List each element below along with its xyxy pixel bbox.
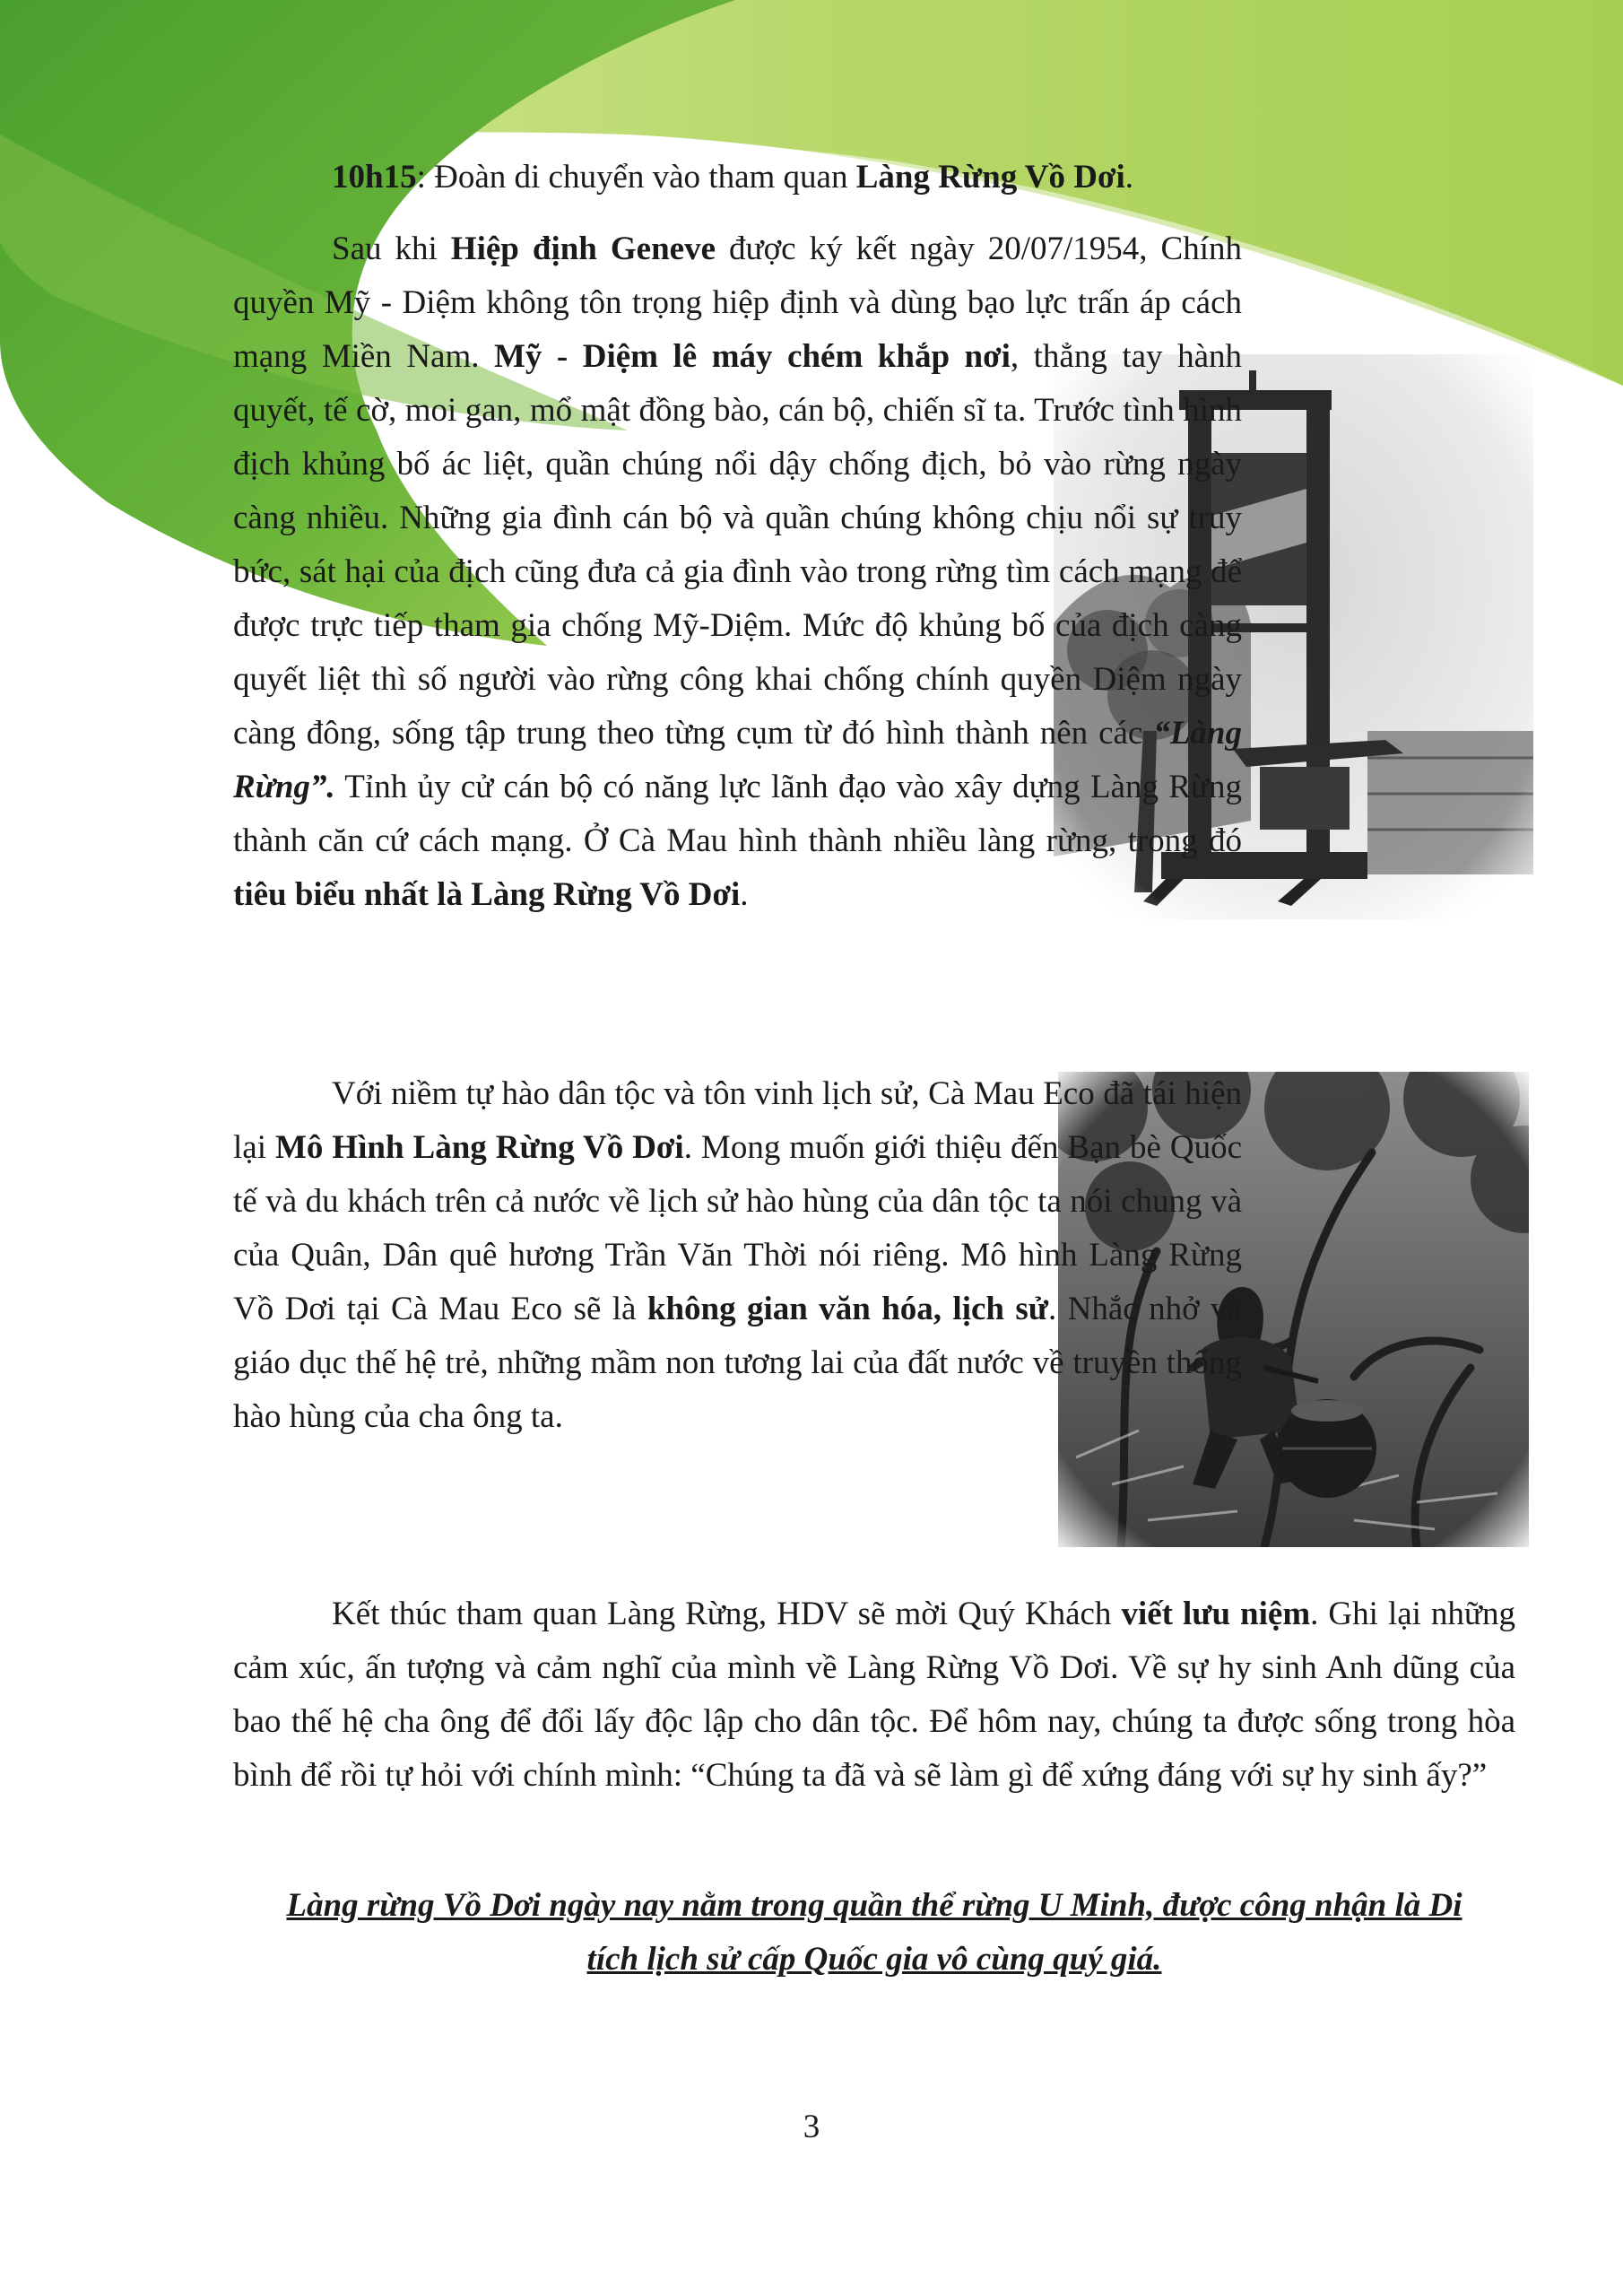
highlight-vo-doi: tiêu biểu nhất là Làng Rừng Vồ Dơi — [233, 876, 741, 913]
lang-rung-term: “Làng Rừng”. — [233, 715, 1242, 805]
intro-line: 10h15: Đoàn di chuyển vào tham quan Làng Rừng Vồ Dơi. — [332, 159, 1133, 196]
intro-place: Làng Rừng Vồ Dơi — [855, 159, 1125, 196]
paragraph-model: Với niềm tự hào dân tộc và tôn vinh lịch sử, Cà Mau Eco đã tái hiện lại Mô Hình Làng Rừng Vồ Dơi. Mong muốn giới thiệu đến Bạn bè Quốc tế và du khách trên cả nước về lịch sử hào hùng của dân tộc ta nói chung và của Quân, Dân quê hương Trần Văn Thời nói riêng. Mô hình Làng Rừng Vồ Dơi tại Cà Mau Eco sẽ là không gian văn hóa, lịch sử. Nhắc nhở và giáo dục thế hệ trẻ, những mầm non tương lai của đất nước về truyền thống hào hùng của cha ông ta. — [233, 1067, 1515, 1561]
highlight-space: không gian văn hóa, lịch sử — [647, 1291, 1048, 1327]
forest-float-spacer — [1242, 1067, 1515, 1561]
page-number: 3 — [803, 2109, 820, 2145]
closing-statement: Làng rừng Vồ Dơi ngày nay nằm trong quần thể rừng U Minh, được công nhận là Di tích lịch sử cấp Quốc gia vô cùng quý giá. — [286, 1887, 1462, 1978]
paragraph-history: Sau khi Hiệp định Geneve được ký kết ngày 20/07/1954, Chính quyền Mỹ - Diệm không tôn trọng hiệp định và dùng bạo lực trấn áp cách mạng Miền Nam. Mỹ - Diệm lê máy chém khắp nơi, thẳng tay hành quyết, tế cờ, moi gan, mổ mật đồng bào, cán bộ, chiến sĩ ta. Trước tình hình địch khủng bố ác liệt, quần chúng nổi dậy chống địch, bỏ vào rừng ngày càng nhiều. Những gia đình cán bộ và quần chúng không chịu nổi sự truy bức, sát hại của địch cũng đưa cả gia đình vào trong rừng tìm cách mạng để được trực tiếp tham gia chống Mỹ-Diệm. Mức độ khủng bố của địch càng quyết liệt thì số người vào rừng công khai chống chính quyền Diệm ngày càng đông, sống tập trung theo từng cụm từ đó hình thành nên các “Làng Rừng”. Tỉnh ủy cử cán bộ có năng lực lãnh đạo vào xây dựng Làng Rừng thành căn cứ cách mạng. Ở Cà Mau hình thành nhiều làng rừng, trong đó tiêu biểu nhất là Làng Rừng Vồ Dơi. — [233, 222, 1515, 1021]
intro-time: 10h15 — [332, 159, 417, 196]
paragraph-souvenir: Kết thúc tham quan Làng Rừng, HDV sẽ mời Quý Khách viết lưu niệm. Ghi lại những cảm xúc, ấn tượng và cảm nghĩ của mình về Làng Rừng Vồ Dơi. Về sự hy sinh Anh dũng của bao thế hệ cha ông để đổi lấy độc lập cho dân tộc. Để hôm nay, chúng ta được sống trong hòa bình để rồi tự hỏi với chính mình: “Chúng ta đã và sẽ làm gì để xứng đáng với sự hy sinh ấy?” — [233, 1596, 1515, 1794]
highlight-souvenir: viết lưu niệm — [1121, 1596, 1311, 1632]
highlight-model: Mô Hình Làng Rừng Vồ Dơi — [274, 1129, 684, 1166]
highlight-guillotine: Mỹ - Diệm lê máy chém khắp nơi — [494, 338, 1011, 375]
guillotine-float-spacer — [1242, 330, 1515, 1021]
